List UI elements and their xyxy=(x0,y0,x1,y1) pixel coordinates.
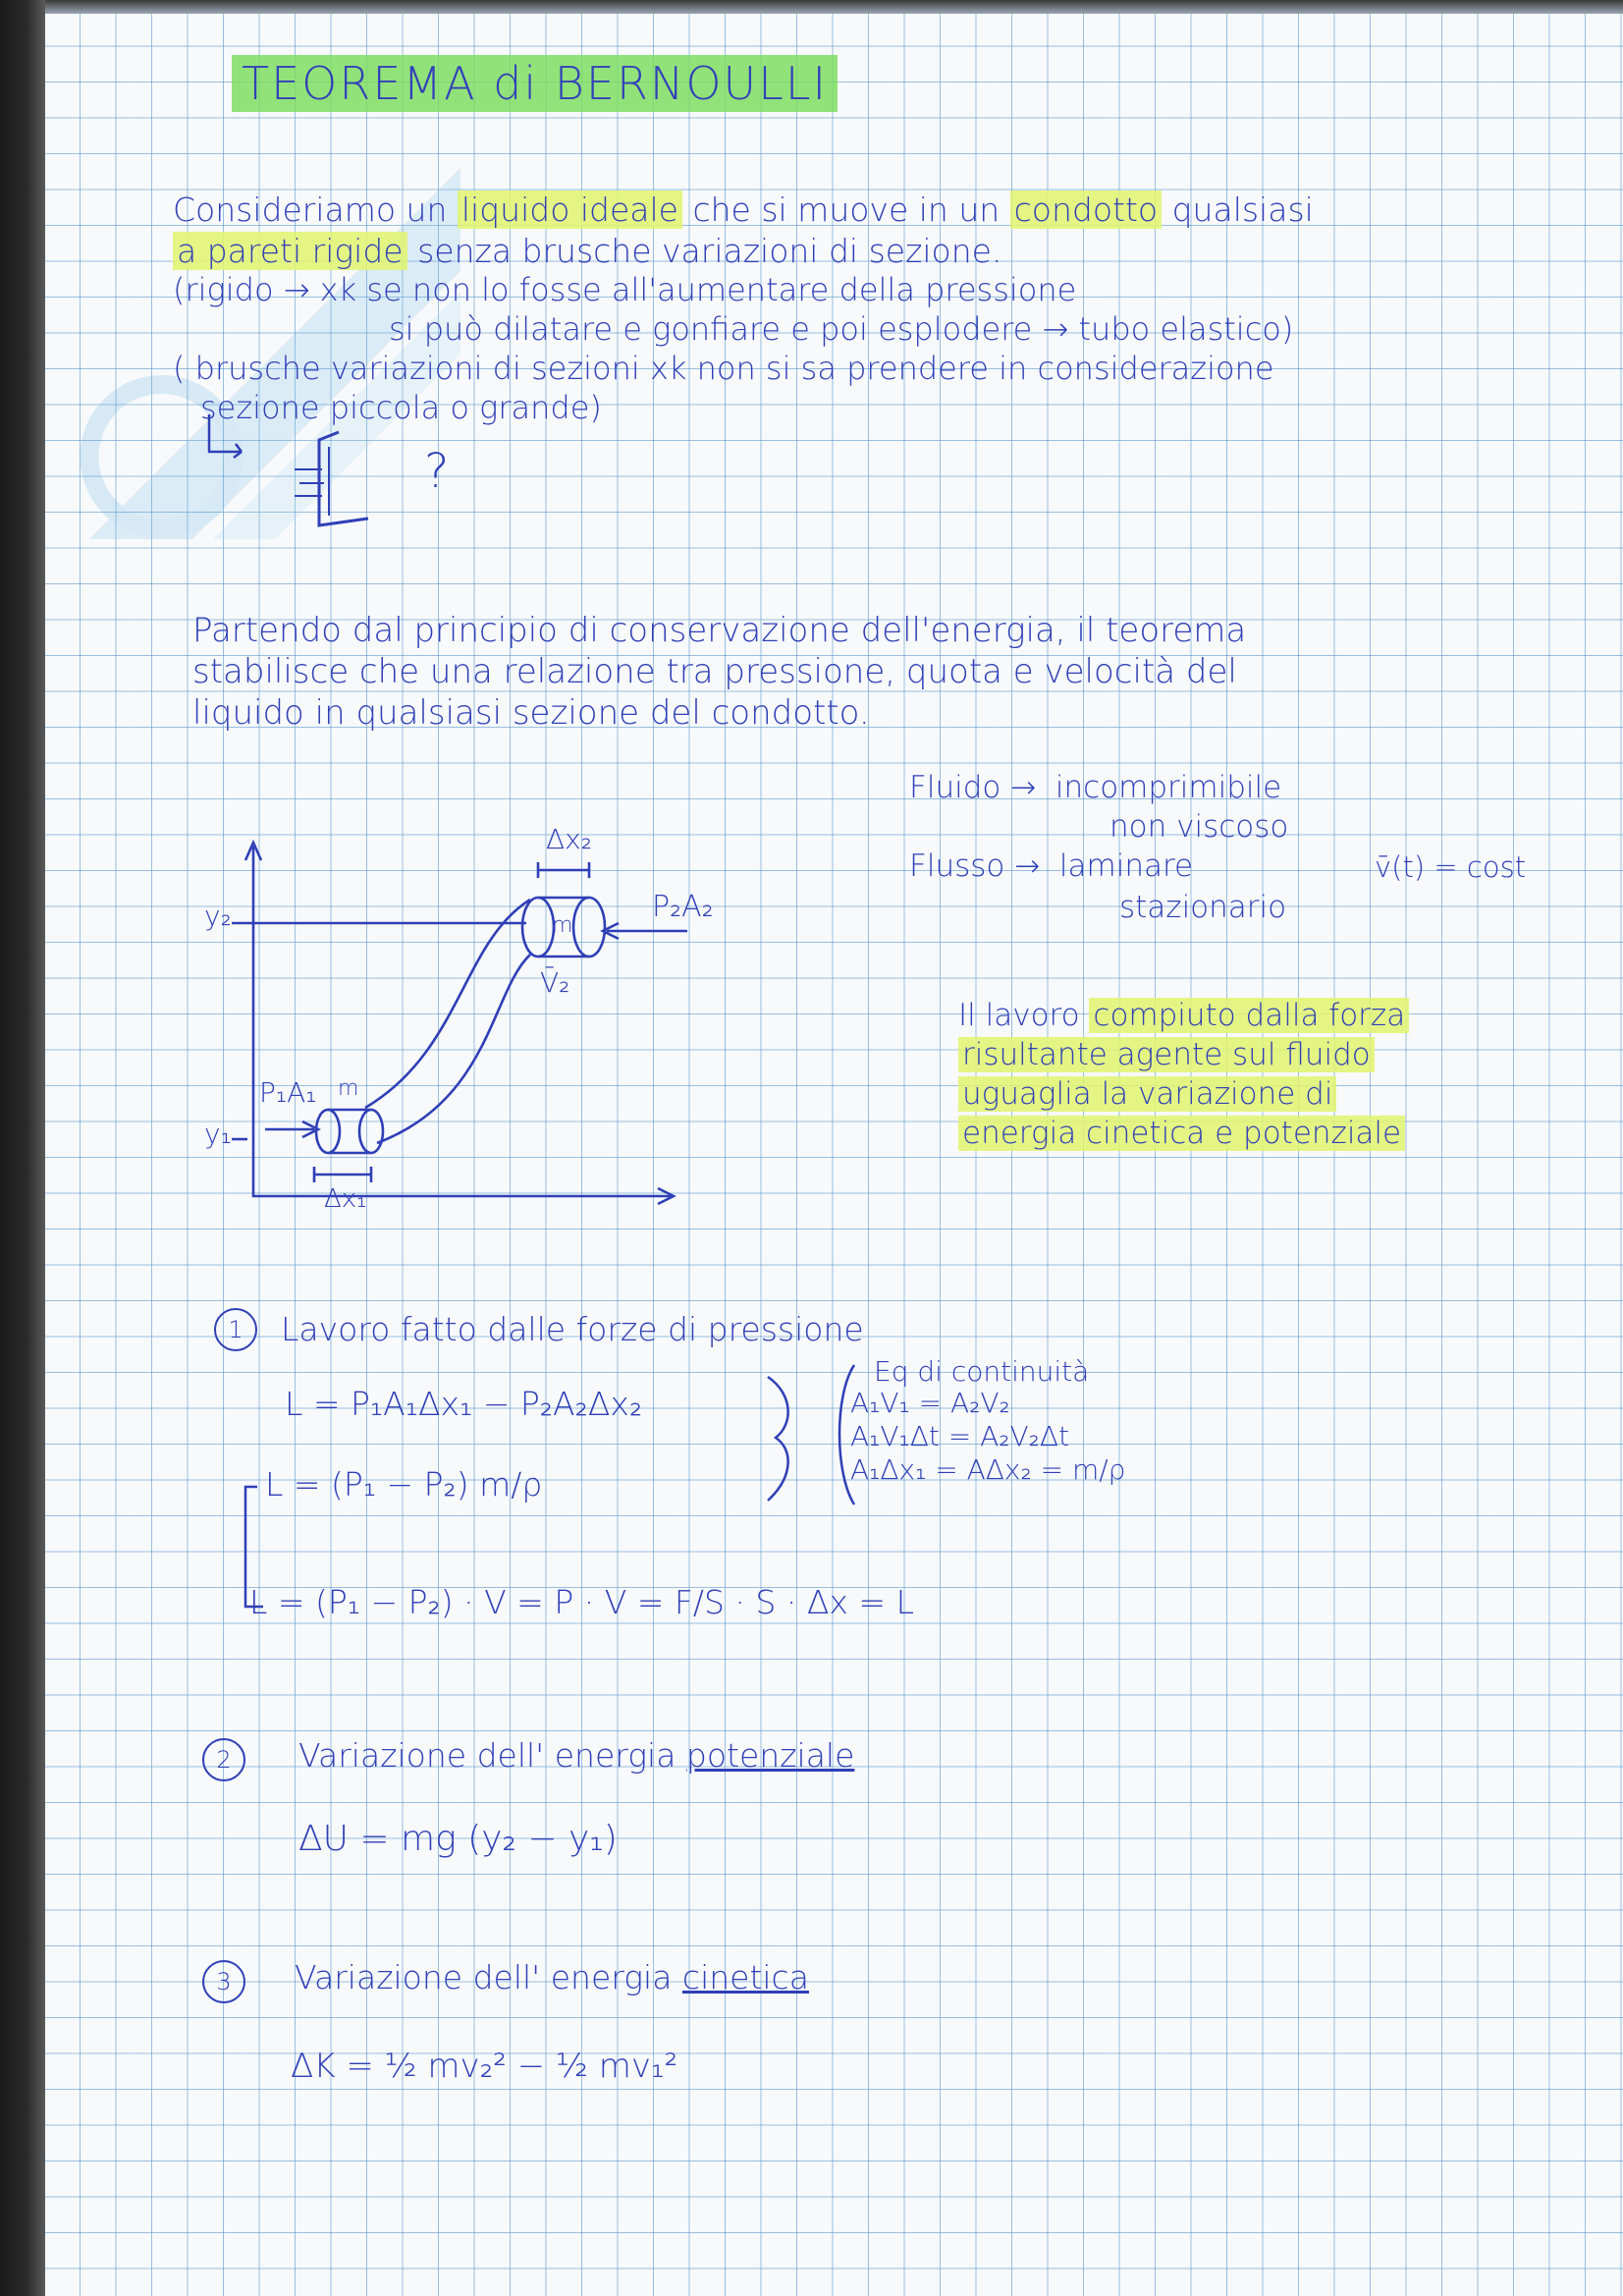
label-y2: y₂ xyxy=(204,900,232,932)
statement-line-1: Il lavoro compiuto dalla forza xyxy=(958,998,1409,1033)
paragraph-2-line-2: stabilisce che una relazione tra pressione, quota e velocità del xyxy=(192,652,1237,691)
note-brusche-1: ( brusche variazioni di sezioni xk non si sa prendere in considerazione xyxy=(173,350,1274,387)
label-v2: V̄₂ xyxy=(540,966,570,999)
step-3-badge: 3 xyxy=(202,1960,245,2003)
highlight-condotto: condotto xyxy=(1010,191,1162,229)
question-mark: ? xyxy=(424,444,450,499)
note-rigido-1: (rigido → xk se non lo fosse all'aumentare della pressione xyxy=(173,271,1077,308)
flow-label: Flusso → laminare xyxy=(909,848,1194,884)
paragraph-2-line-1: Partendo dal principio di conservazione dell'energia, il teorema xyxy=(192,611,1247,650)
step-3-title: Variazione dell' energia cinetica xyxy=(295,1958,809,1996)
step-2-title: Variazione dell' energia potenziale xyxy=(298,1736,855,1775)
label-dx1: Δx₁ xyxy=(324,1184,367,1214)
label-p2a2: P₂A₂ xyxy=(652,890,714,924)
paragraph-2-line-3: liquido in qualsiasi sezione del condotto. xyxy=(192,693,870,733)
label-dx2: Δx₂ xyxy=(546,823,592,855)
note-brusche-2: sezione piccola o grande) xyxy=(200,389,602,426)
intro-line-2: a pareti rigide senza brusche variazioni di sezione. xyxy=(173,232,1001,270)
label-y1: y₁ xyxy=(204,1118,232,1150)
continuity-title: Eq di continuità xyxy=(874,1355,1090,1388)
step-2-badge: 2 xyxy=(202,1738,245,1781)
work-equation: L = P₁A₁Δx₁ − P₂A₂Δx₂ xyxy=(285,1385,643,1423)
fluid-label: Fluido → incomprimibile xyxy=(909,770,1282,805)
highlight-liquido-ideale: liquido ideale xyxy=(458,191,682,229)
statement-line-2: risultante agente sul fluido xyxy=(958,1037,1375,1072)
step-1-title: Lavoro fatto dalle forze di pressione xyxy=(281,1310,864,1348)
highlight-pareti-rigide: a pareti rigide xyxy=(173,232,407,270)
label-p1a1: P₁A₁ xyxy=(259,1076,317,1109)
note-rigido-2: si può dilatare e gonfiare e poi esplodere → tubo elastico) xyxy=(389,310,1294,348)
flow-prop-2: stazionario xyxy=(1119,890,1287,925)
label-m-left: m xyxy=(338,1076,359,1101)
potential-energy-eq: ΔU = mg (y₂ − y₁) xyxy=(298,1819,618,1859)
step-1-badge: 1 xyxy=(214,1308,257,1351)
fluid-prop-2: non viscoso xyxy=(1109,809,1289,845)
statement-line-4: energia cinetica e potenziale xyxy=(958,1116,1405,1151)
continuity-eq-3: A₁Δx₁ = AΔx₂ = m/ρ xyxy=(850,1453,1126,1486)
statement-line-3: uguaglia la variazione di xyxy=(958,1076,1336,1112)
continuity-eq-1: A₁V₁ = A₂V₂ xyxy=(850,1387,1010,1419)
continuity-eq-2: A₁V₁Δt = A₂V₂Δt xyxy=(850,1420,1070,1452)
work-equation-3: L = (P₁ − P₂) · V = P · V = F/S · S · Δx = L xyxy=(249,1583,914,1621)
work-equation-2: L = (P₁ − P₂) m/ρ xyxy=(265,1465,543,1503)
intro-line-1: Consideriamo un liquido ideale che si muove in un condotto qualsiasi xyxy=(173,191,1314,229)
kinetic-energy-eq: ΔK = ½ mv₂² − ½ mv₁² xyxy=(291,2047,678,2086)
velocity-const: v̄(t) = cost xyxy=(1375,850,1527,884)
title-highlight: TEOREMA di BERNOULLI xyxy=(232,55,838,112)
label-m-right: m xyxy=(552,913,573,938)
